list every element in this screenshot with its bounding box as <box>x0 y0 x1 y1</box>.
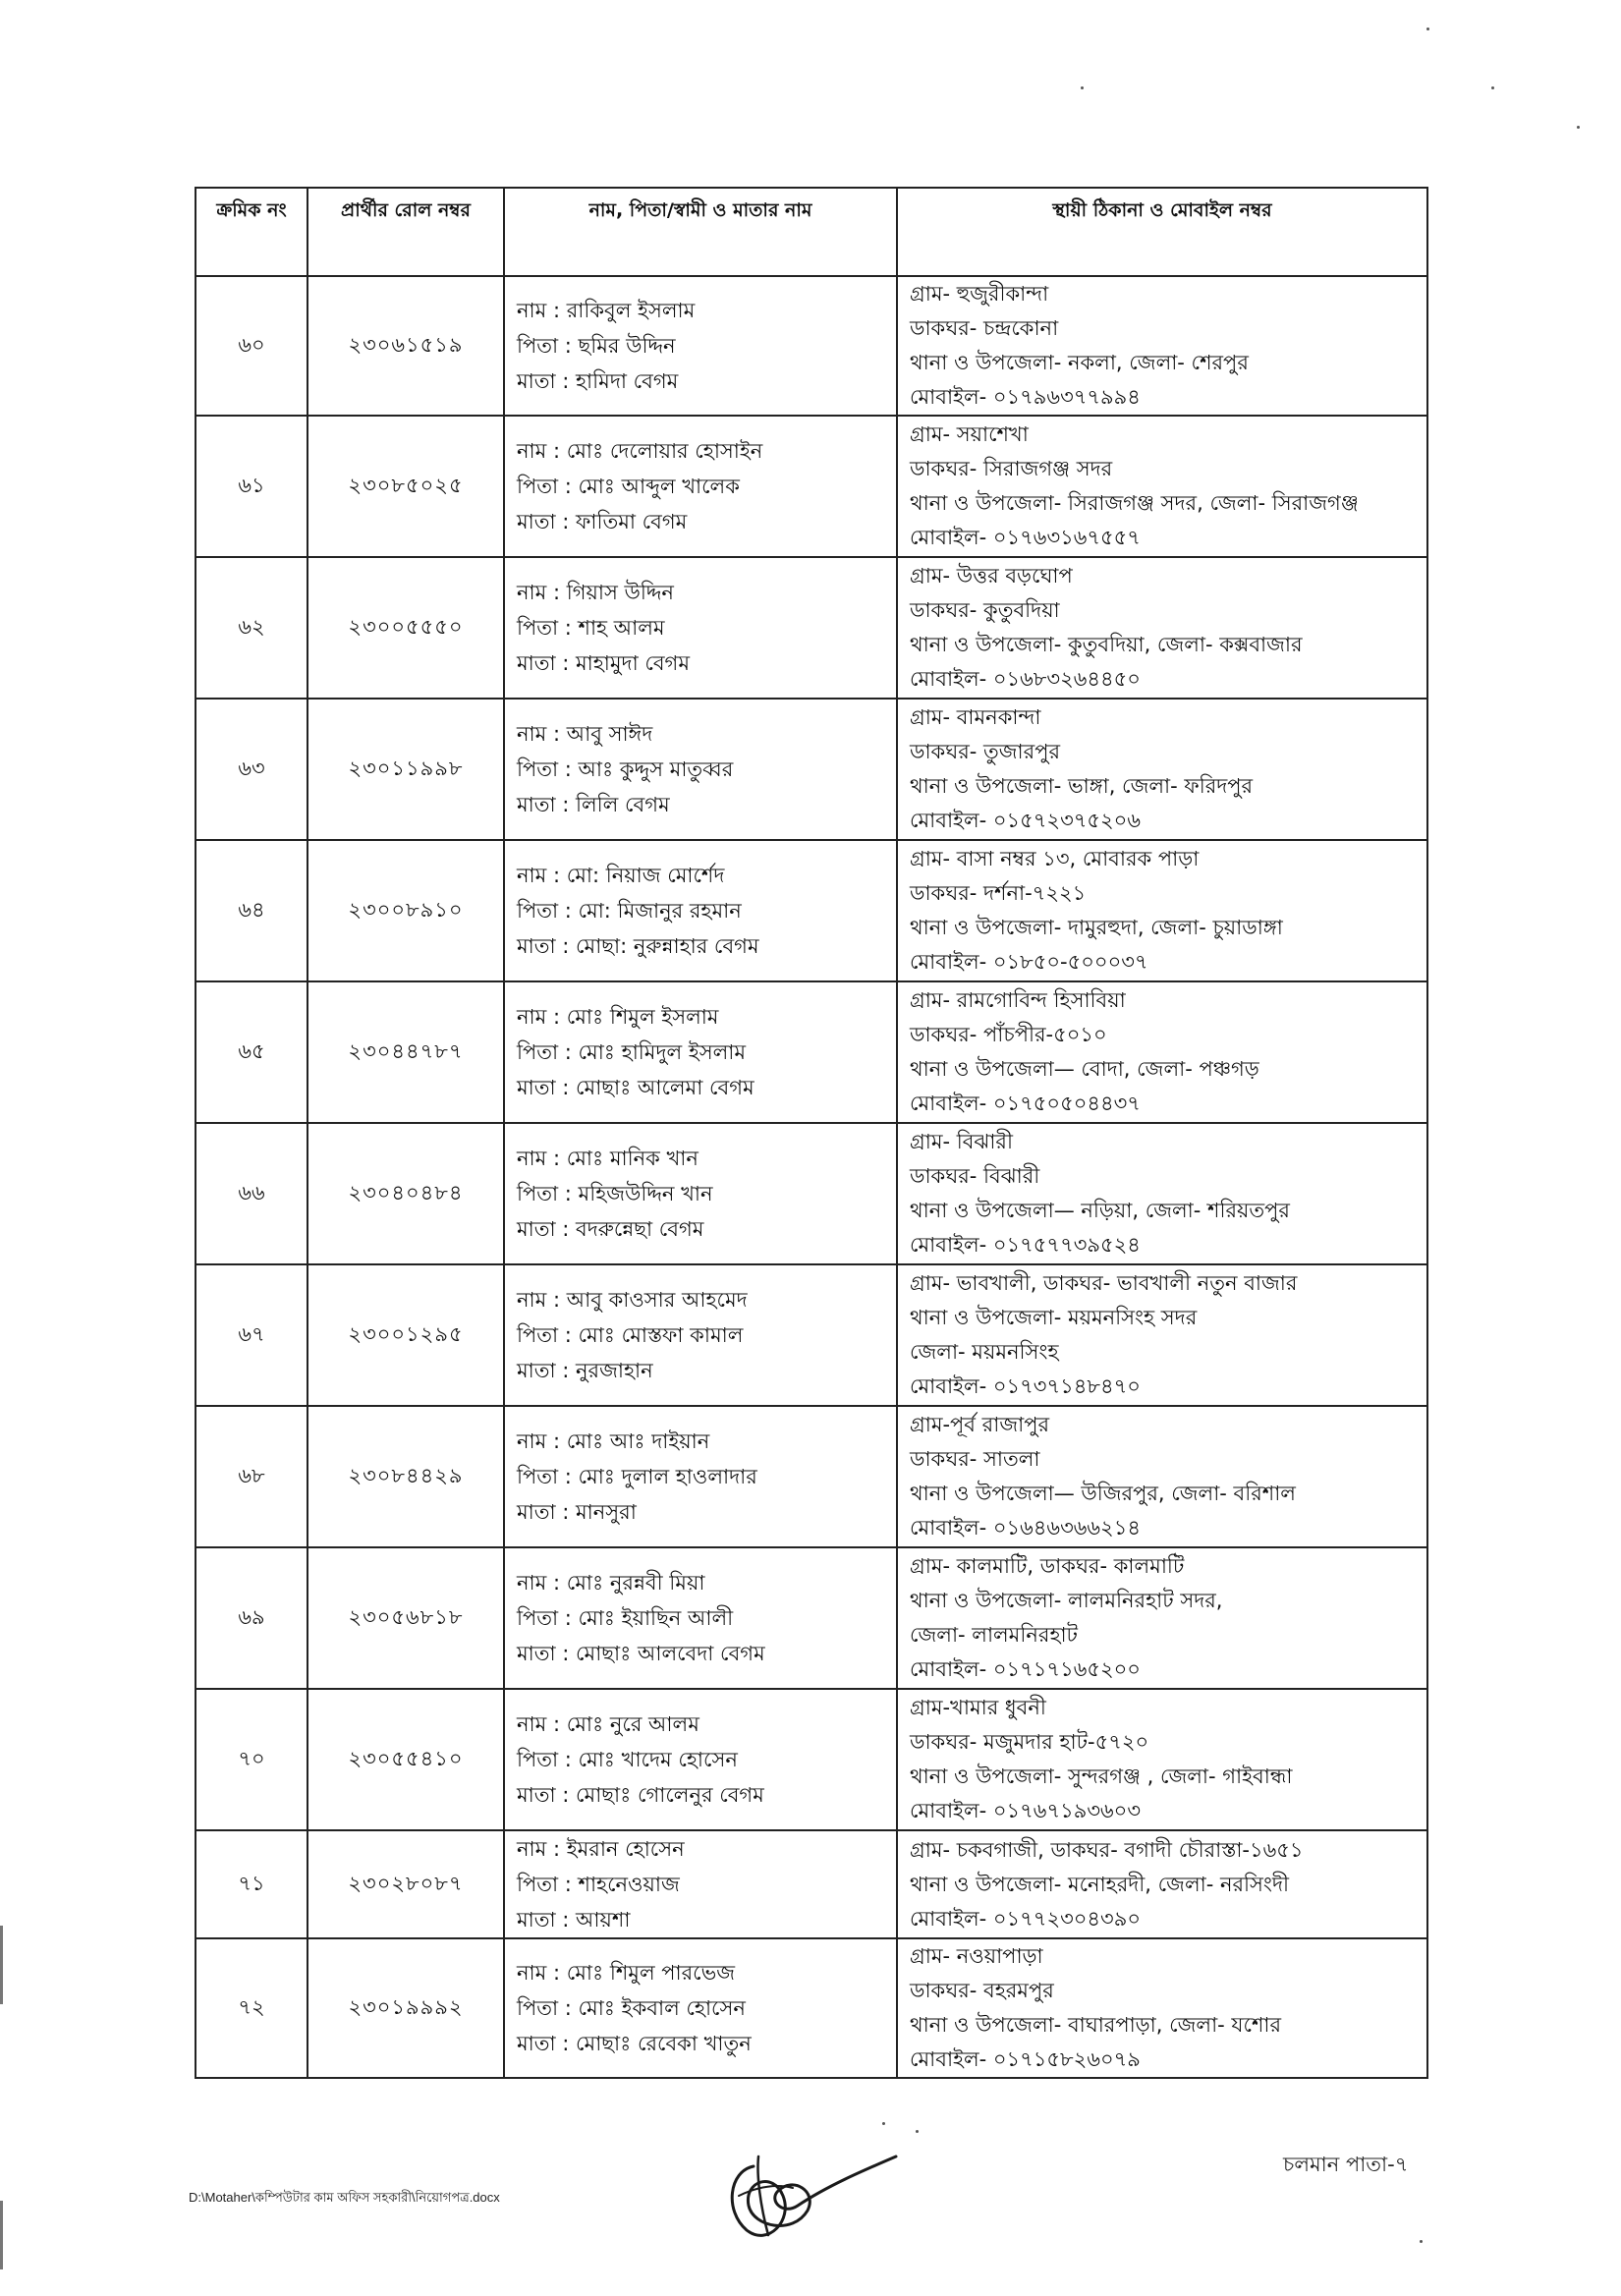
address-cell <box>897 1938 1427 2078</box>
address-cell <box>897 1123 1427 1264</box>
address-line: জেলা- লালমনিরহাট <box>910 1623 1079 1647</box>
address-cell <box>897 840 1427 981</box>
table-row <box>196 1938 1427 2078</box>
address-line: মোবাইল- ০১৭৭২৩০৪৩৯০ <box>910 1906 1141 1931</box>
name-line: নাম : আবু সাঈদ <box>517 722 653 746</box>
roll-number-cell: ২৩০০৮৯১০ <box>307 840 504 981</box>
address-line: গ্রাম- কালমাটি, ডাকঘর- কালমাটি <box>910 1554 1185 1578</box>
roll-number-cell: ২৩০০৫৫৫০ <box>307 557 504 699</box>
scan-speck <box>882 2122 885 2125</box>
address-line: গ্রাম- নওয়াপাড়া <box>910 1944 1043 1968</box>
name-line: পিতা : শাহ আলম <box>517 616 665 640</box>
address-line: ডাকঘর- কুতুবদিয়া <box>910 598 1060 622</box>
name-line: পিতা : ছমির উদ্দিন <box>517 334 676 358</box>
roll-number-cell: ২৩০৫৬৮১৮ <box>307 1547 504 1689</box>
candidate-table <box>195 187 1428 2079</box>
name-line: পিতা : মোঃ দুলাল হাওলাদার <box>517 1465 757 1488</box>
table-header <box>196 188 1427 276</box>
serial-cell: ৭১ <box>196 1830 307 1938</box>
address-line: মোবাইল- ০১৬৪৬৩৬৬২১৪ <box>910 1516 1141 1540</box>
address-line: গ্রাম- রামগোবিন্দ হিসাবিয়া <box>910 988 1126 1012</box>
address-line: থানা ও উপজেলা- ময়মনসিংহ সদর <box>910 1306 1198 1329</box>
names-cell <box>504 1830 897 1938</box>
name-line: মাতা : মোছা: নুরুন্নাহার বেগম <box>517 934 759 958</box>
signature <box>699 2137 906 2250</box>
serial-cell: ৬২ <box>196 557 307 699</box>
address-line: ডাকঘর- সাতলা <box>910 1447 1040 1471</box>
address-line: থানা ও উপজেলা- কুতুবদিয়া, জেলা- কক্সবাজার <box>910 633 1303 656</box>
table-row <box>196 1123 1427 1264</box>
table-body <box>196 276 1427 2078</box>
address-line: মোবাইল- ০১৭৫৭৭৩৯৫২৪ <box>910 1233 1141 1257</box>
address-line: মোবাইল- ০১৭১৫৮২৬০৭৯ <box>910 2047 1141 2071</box>
names-cell <box>504 1406 897 1547</box>
name-line: পিতা : আঃ কুদ্দুস মাতুব্বর <box>517 757 734 781</box>
address-line: ডাকঘর- বহরমপুর <box>910 1979 1054 2002</box>
name-line: মাতা : বদরুন্নেছা বেগম <box>517 1217 704 1241</box>
serial-cell: ৬৩ <box>196 699 307 840</box>
table-row <box>196 1264 1427 1406</box>
table-row <box>196 557 1427 699</box>
names-cell <box>504 276 897 416</box>
roll-number-cell: ২৩০৫৫৪১০ <box>307 1689 504 1830</box>
table-row <box>196 416 1427 557</box>
name-line: পিতা : মোঃ আব্দুল খালেক <box>517 475 740 498</box>
address-line: গ্রাম-খামার ধুবনী <box>910 1696 1046 1719</box>
name-line: নাম : রাকিবুল ইসলাম <box>517 299 696 322</box>
name-line: পিতা : মো: মিজানুর রহমান <box>517 899 742 923</box>
name-line: নাম : মোঃ মানিক খান <box>517 1147 699 1170</box>
address-line: গ্রাম- উত্তর বড়ঘোপ <box>910 564 1073 588</box>
table-row <box>196 1547 1427 1689</box>
scan-speck <box>916 2130 919 2133</box>
serial-cell: ৭০ <box>196 1689 307 1830</box>
serial-cell: ৭২ <box>196 1938 307 2078</box>
name-line: নাম : ইমরান হোসেন <box>517 1837 685 1861</box>
roll-number-cell: ২৩০৮৪৪২৯ <box>307 1406 504 1547</box>
name-line: নাম : মোঃ আঃ দাইয়ান <box>517 1429 710 1453</box>
names-cell <box>504 1547 897 1689</box>
serial-cell: ৬৮ <box>196 1406 307 1547</box>
serial-cell: ৬৯ <box>196 1547 307 1689</box>
address-line: ডাকঘর- মজুমদার হাট-৫৭২০ <box>910 1730 1149 1754</box>
name-line: মাতা : ফাতিমা বেগম <box>517 510 688 533</box>
address-line: থানা ও উপজেলা- ভাঙ্গা, জেলা- ফরিদপুর <box>910 774 1254 798</box>
table-row <box>196 1689 1427 1830</box>
names-cell <box>504 1689 897 1830</box>
name-line: নাম : আবু কাওসার আহমেদ <box>517 1288 748 1312</box>
address-line: ডাকঘর- দর্শনা-৭২২১ <box>910 881 1087 905</box>
name-line: নাম : মো: নিয়াজ মোর্শেদ <box>517 864 725 887</box>
name-line: নাম : গিয়াস উদ্দিন <box>517 581 674 604</box>
address-line: মোবাইল- ০১৭৬৭১৯৩৬০৩ <box>910 1799 1141 1822</box>
address-line: মোবাইল- ০১৭১৭১৬৫২০০ <box>910 1657 1141 1681</box>
header-roll: প্রার্থীর রোল নম্বর <box>307 188 504 276</box>
address-cell <box>897 699 1427 840</box>
address-line: মোবাইল- ০১৭৫০৫০৪৪৩৭ <box>910 1092 1141 1115</box>
address-cell <box>897 1406 1427 1547</box>
address-line: থানা ও উপজেলা- নকলা, জেলা- শেরপুর <box>910 351 1249 374</box>
table-row <box>196 840 1427 981</box>
roll-number-cell: ২৩০৬১৫১৯ <box>307 276 504 416</box>
table-row <box>196 276 1427 416</box>
address-line: থানা ও উপজেলা— উজিরপুর, জেলা- বরিশাল <box>910 1482 1296 1505</box>
name-line: পিতা : মোঃ খাদেম হোসেন <box>517 1748 738 1771</box>
serial-cell: ৬১ <box>196 416 307 557</box>
name-line: নাম : মোঃ নুরন্নবী মিয়া <box>517 1571 705 1595</box>
address-line: গ্রাম- চকবগাজী, ডাকঘর- বগাদী চৌরাস্তা-১৬৫১ <box>910 1837 1304 1862</box>
header-names: নাম, পিতা/স্বামী ও মাতার নাম <box>504 188 897 276</box>
name-line: মাতা : আয়শা <box>517 1908 631 1932</box>
name-line: মাতা : মোছাঃ গোলেনুর বেগম <box>517 1783 764 1807</box>
table-row <box>196 699 1427 840</box>
scan-speck <box>1081 86 1084 89</box>
address-line: গ্রাম- বামনকান্দা <box>910 705 1041 729</box>
address-cell <box>897 981 1427 1123</box>
address-line: থানা ও উপজেলা- দামুরহুদা, জেলা- চুয়াডাঙ্গা <box>910 916 1283 939</box>
name-line: মাতা : মোছাঃ আলবেদা বেগম <box>517 1642 765 1665</box>
name-line: নাম : মোঃ দেলোয়ার হোসাইন <box>517 439 763 463</box>
scan-speck <box>1491 86 1494 89</box>
name-line: পিতা : মোঃ হামিদুল ইসলাম <box>517 1040 747 1064</box>
scan-speck <box>1426 28 1429 30</box>
name-line: মাতা : নুরজাহান <box>517 1359 653 1382</box>
address-line: মোবাইল- ০১৫৭২৩৭৫২০৬ <box>910 809 1141 832</box>
address-line: থানা ও উপজেলা- লালমনিরহাট সদর, <box>910 1589 1223 1612</box>
address-line: মোবাইল- ০১৭৬৩১৬৭৫৫৭ <box>910 526 1141 549</box>
roll-number-cell: ২৩০৪৪৭৮৭ <box>307 981 504 1123</box>
address-cell <box>897 1689 1427 1830</box>
roll-number-cell: ২৩০১১৯৯৮ <box>307 699 504 840</box>
scan-speck <box>1420 2240 1423 2243</box>
serial-cell: ৬৭ <box>196 1264 307 1406</box>
address-line: মোবাইল- ০১৭৩৭১৪৮৪৭০ <box>910 1374 1141 1398</box>
address-cell <box>897 276 1427 416</box>
table-row <box>196 981 1427 1123</box>
address-cell <box>897 416 1427 557</box>
address-cell <box>897 1264 1427 1406</box>
roll-number-cell: ২৩০১৯৯৯২ <box>307 1938 504 2078</box>
serial-cell: ৬৬ <box>196 1123 307 1264</box>
header-serial: ক্রমিক নং <box>196 188 307 276</box>
header-address: স্থায়ী ঠিকানা ও মোবাইল নম্বর <box>897 188 1427 276</box>
name-line: পিতা : মোঃ ইয়াছিন আলী <box>517 1606 734 1630</box>
address-line: থানা ও উপজেলা- সুন্দরগঞ্জ , জেলা- গাইবান্ধা <box>910 1764 1293 1788</box>
address-line: মোবাইল- ০১৭৯৬৩৭৭৯৯৪ <box>910 385 1141 409</box>
scan-speck <box>1577 126 1580 129</box>
address-line: ডাকঘর- সিরাজগঞ্জ সদর <box>910 457 1113 480</box>
name-line: পিতা : মোঃ মোস্তফা কামাল <box>517 1323 744 1347</box>
address-cell <box>897 1830 1427 1938</box>
scan-edge-mark <box>0 2201 3 2269</box>
address-line: থানা ও উপজেলা- বাঘারপাড়া, জেলা- যশোর <box>910 2013 1282 2037</box>
names-cell <box>504 1264 897 1406</box>
names-cell <box>504 981 897 1123</box>
address-line: থানা ও উপজেলা— নড়িয়া, জেলা- শরিয়তপুর <box>910 1199 1290 1222</box>
names-cell <box>504 416 897 557</box>
roll-number-cell: ২৩০৮৫০২৫ <box>307 416 504 557</box>
address-line: জেলা- ময়মনসিংহ <box>910 1340 1059 1364</box>
name-line: পিতা : শাহনেওয়াজ <box>517 1873 680 1896</box>
address-line: গ্রাম- সয়াশেখা <box>910 422 1029 446</box>
names-cell <box>504 557 897 699</box>
names-cell <box>504 1938 897 2078</box>
address-line: ডাকঘর- চন্দ্রকোনা <box>910 316 1059 340</box>
serial-cell: ৬৪ <box>196 840 307 981</box>
address-line: থানা ও উপজেলা- সিরাজগঞ্জ সদর, জেলা- সিরাজগঞ্জ <box>910 491 1359 515</box>
name-line: মাতা : মাহামুদা বেগম <box>517 651 690 675</box>
address-cell <box>897 557 1427 699</box>
name-line: পিতা : মহিজউদ্দিন খান <box>517 1182 713 1205</box>
name-line: মাতা : মোছাঃ আলেমা বেগম <box>517 1076 755 1099</box>
name-line: মাতা : মোছাঃ রেবেকা খাতুন <box>517 2032 752 2055</box>
address-line: ডাকঘর- পাঁচপীর-৫০১০ <box>910 1023 1107 1046</box>
roll-number-cell: ২৩০২৮০৮৭ <box>307 1830 504 1938</box>
names-cell <box>504 840 897 981</box>
name-line: মাতা : লিলি বেগম <box>517 793 670 816</box>
address-line: গ্রাম-পূর্ব রাজাপুর <box>910 1413 1050 1436</box>
address-line: গ্রাম- বিঝারী <box>910 1130 1013 1153</box>
address-line: গ্রাম- বাসা নম্বর ১৩, মোবারক পাড়া <box>910 847 1200 870</box>
address-line: ডাকঘর- বিঝারী <box>910 1164 1040 1188</box>
address-line: থানা ও উপজেলা- মনোহরদী, জেলা- নরসিংদী <box>910 1872 1289 1896</box>
serial-cell: ৬০ <box>196 276 307 416</box>
name-line: মাতা : মানসুরা <box>517 1500 637 1524</box>
roll-number-cell: ২৩০৪০৪৮৪ <box>307 1123 504 1264</box>
address-line: মোবাইল- ০১৮৫০-৫০০০৩৭ <box>910 950 1148 974</box>
table-row <box>196 1406 1427 1547</box>
address-cell <box>897 1547 1427 1689</box>
address-line: মোবাইল- ০১৬৮৩২৬৪৪৫০ <box>910 667 1141 691</box>
names-cell <box>504 1123 897 1264</box>
names-cell <box>504 699 897 840</box>
name-line: নাম : মোঃ শিমুল পারভেজ <box>517 1961 736 1985</box>
table-row <box>196 1830 1427 1938</box>
scan-edge-mark <box>0 1926 3 2004</box>
address-line: গ্রাম- ভাবখালী, ডাকঘর- ভাবখালী নতুন বাজার <box>910 1271 1298 1295</box>
name-line: নাম : মোঃ শিমুল ইসলাম <box>517 1005 719 1029</box>
address-line: থানা ও উপজেলা— বোদা, জেলা- পঞ্চগড় <box>910 1057 1259 1081</box>
address-line: গ্রাম- হুজুরীকান্দা <box>910 282 1049 306</box>
file-path: D:\Motaher\কম্পিউটার কাম অফিস সহকারী\নিয়োগপত্র.docx <box>189 2190 500 2205</box>
address-line: ডাকঘর- তুজারপুর <box>910 740 1061 763</box>
name-line: মাতা : হামিদা বেগম <box>517 369 679 393</box>
roll-number-cell: ২৩০০১২৯৫ <box>307 1264 504 1406</box>
page-continuation-label: চলমান পাতা-৭ <box>1283 2153 1409 2176</box>
name-line: পিতা : মোঃ ইকবাল হোসেন <box>517 1996 746 2020</box>
serial-cell: ৬৫ <box>196 981 307 1123</box>
name-line: নাম : মোঃ নুরে আলম <box>517 1712 699 1736</box>
